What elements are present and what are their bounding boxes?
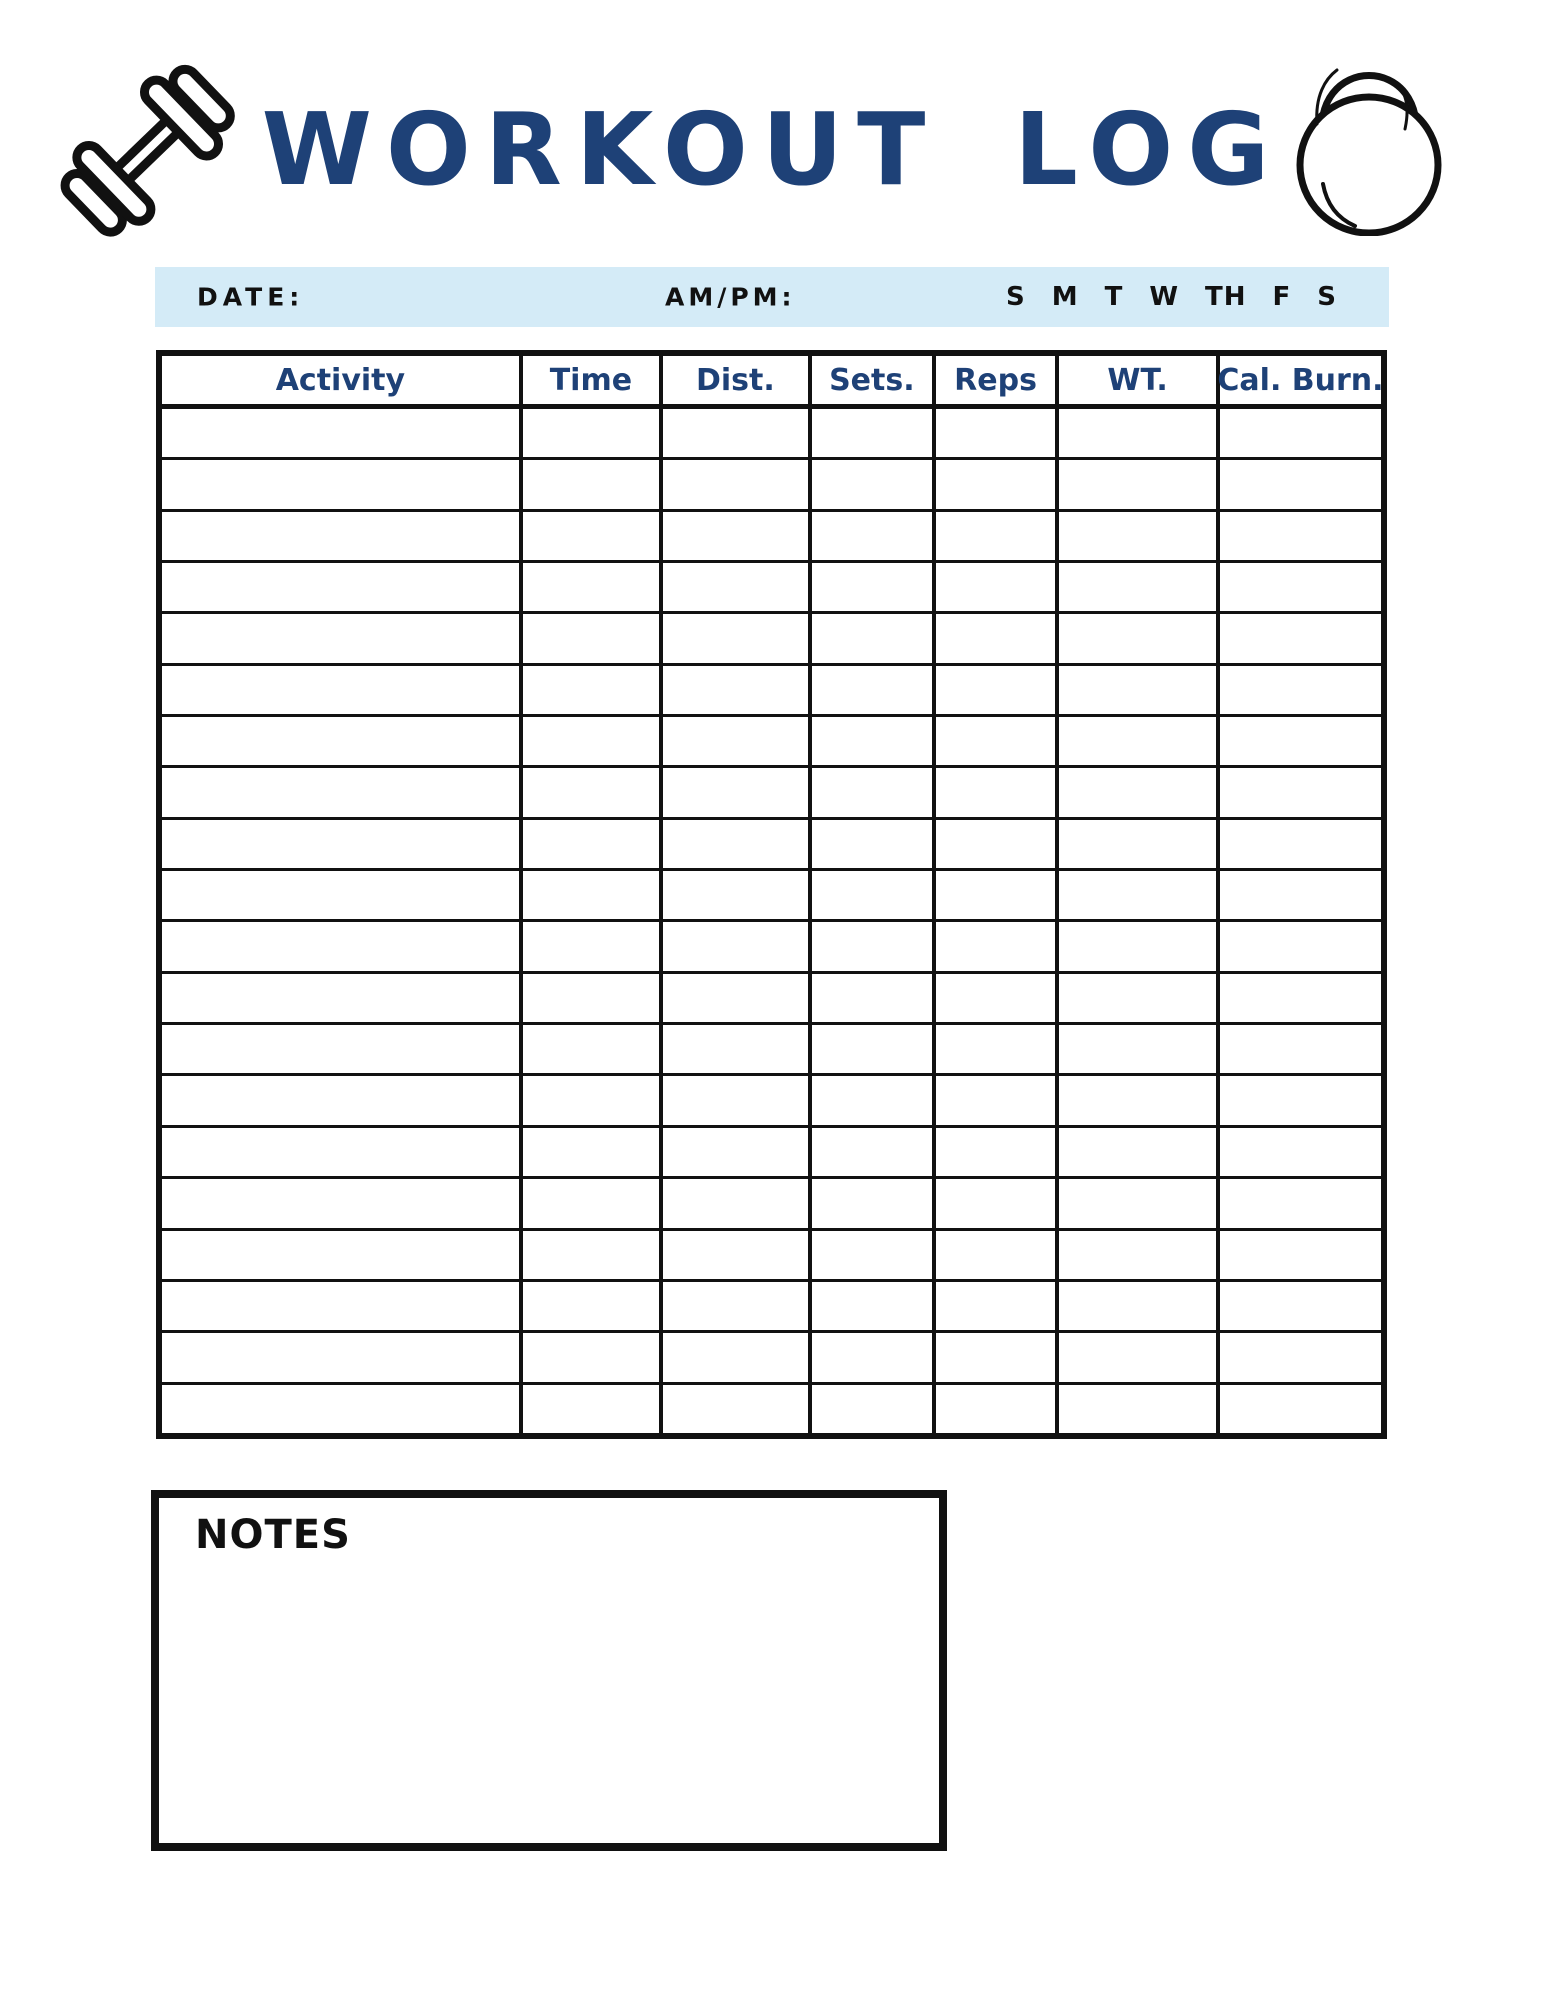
column-header-dist: Dist. xyxy=(663,356,812,404)
table-row xyxy=(162,512,1381,563)
table-cell[interactable] xyxy=(1059,1179,1220,1227)
table-cell[interactable] xyxy=(663,717,812,765)
table-cell[interactable] xyxy=(663,460,812,508)
table-cell[interactable] xyxy=(1059,563,1220,611)
table-row xyxy=(162,1179,1381,1230)
table-row xyxy=(162,614,1381,665)
table-cell[interactable] xyxy=(1059,1128,1220,1176)
table-cell[interactable] xyxy=(936,1231,1059,1279)
table-row xyxy=(162,717,1381,768)
table-cell[interactable] xyxy=(936,768,1059,816)
table-row xyxy=(162,768,1381,819)
table-cell[interactable] xyxy=(162,871,523,919)
table-cell[interactable] xyxy=(812,820,936,868)
table-body xyxy=(162,409,1381,1433)
table-cell[interactable] xyxy=(162,1231,523,1279)
table-cell[interactable] xyxy=(523,1282,663,1330)
table-cell[interactable] xyxy=(1220,1025,1381,1073)
table-cell[interactable] xyxy=(663,768,812,816)
table-cell[interactable] xyxy=(1220,1333,1381,1381)
table-cell[interactable] xyxy=(1220,1179,1381,1227)
workout-log-table xyxy=(156,350,1387,1439)
day-label-s[interactable]: S xyxy=(1317,282,1337,312)
table-cell[interactable] xyxy=(663,820,812,868)
table-cell[interactable] xyxy=(936,717,1059,765)
day-label-m[interactable]: M xyxy=(1051,282,1079,312)
table-cell[interactable] xyxy=(1059,614,1220,662)
column-header-activity: Activity xyxy=(162,356,523,404)
table-cell[interactable] xyxy=(1059,974,1220,1022)
table-cell[interactable] xyxy=(936,460,1059,508)
table-cell[interactable] xyxy=(936,409,1059,457)
table-cell[interactable] xyxy=(936,1076,1059,1124)
table-cell[interactable] xyxy=(523,871,663,919)
table-cell[interactable] xyxy=(162,1128,523,1176)
table-cell[interactable] xyxy=(812,1076,936,1124)
table-cell[interactable] xyxy=(936,1282,1059,1330)
table-cell[interactable] xyxy=(162,614,523,662)
table-cell[interactable] xyxy=(936,1179,1059,1227)
table-cell[interactable] xyxy=(663,1076,812,1124)
table-cell[interactable] xyxy=(523,563,663,611)
table-cell[interactable] xyxy=(1059,820,1220,868)
table-cell[interactable] xyxy=(523,1231,663,1279)
table-cell[interactable] xyxy=(523,1025,663,1073)
table-cell[interactable] xyxy=(1220,820,1381,868)
table-cell[interactable] xyxy=(1059,1333,1220,1381)
date-label: DATE: xyxy=(197,282,305,312)
table-row xyxy=(162,1282,1381,1333)
table-cell[interactable] xyxy=(523,1128,663,1176)
table-cell[interactable] xyxy=(162,666,523,714)
table-cell[interactable] xyxy=(1220,409,1381,457)
table-cell[interactable] xyxy=(812,1128,936,1176)
table-cell[interactable] xyxy=(663,666,812,714)
table-cell[interactable] xyxy=(1220,614,1381,662)
info-bar xyxy=(155,267,1389,327)
table-row xyxy=(162,460,1381,511)
table-cell[interactable] xyxy=(936,974,1059,1022)
table-cell[interactable] xyxy=(162,820,523,868)
table-cell[interactable] xyxy=(936,820,1059,868)
day-label-s[interactable]: S xyxy=(1005,282,1026,312)
column-header-reps: Reps xyxy=(936,356,1059,404)
table-cell[interactable] xyxy=(1220,871,1381,919)
table-cell[interactable] xyxy=(663,512,812,560)
table-cell[interactable] xyxy=(523,922,663,970)
table-cell[interactable] xyxy=(523,717,663,765)
day-label-t[interactable]: T xyxy=(1104,282,1124,312)
table-cell[interactable] xyxy=(663,922,812,970)
table-cell[interactable] xyxy=(936,1128,1059,1176)
table-cell[interactable] xyxy=(663,1128,812,1176)
table-cell[interactable] xyxy=(663,614,812,662)
table-cell[interactable] xyxy=(162,460,523,508)
table-header-row xyxy=(162,356,1384,409)
table-cell[interactable] xyxy=(812,717,936,765)
table-cell[interactable] xyxy=(936,614,1059,662)
table-row xyxy=(162,974,1381,1025)
kettlebell-icon xyxy=(1293,34,1445,236)
table-cell[interactable] xyxy=(1220,1128,1381,1176)
column-header-wt: WT. xyxy=(1059,356,1220,404)
table-cell[interactable] xyxy=(162,1025,523,1073)
table-cell[interactable] xyxy=(162,768,523,816)
table-cell[interactable] xyxy=(936,1025,1059,1073)
table-cell[interactable] xyxy=(523,974,663,1022)
table-cell[interactable] xyxy=(936,1385,1059,1433)
table-cell[interactable] xyxy=(523,1076,663,1124)
table-cell[interactable] xyxy=(812,768,936,816)
table-cell[interactable] xyxy=(936,871,1059,919)
table-cell[interactable] xyxy=(936,1333,1059,1381)
table-cell[interactable] xyxy=(936,512,1059,560)
table-cell[interactable] xyxy=(1220,974,1381,1022)
table-cell[interactable] xyxy=(523,1333,663,1381)
table-cell[interactable] xyxy=(523,820,663,868)
table-cell[interactable] xyxy=(162,563,523,611)
table-cell[interactable] xyxy=(162,1076,523,1124)
table-cell[interactable] xyxy=(1220,512,1381,560)
table-cell[interactable] xyxy=(812,1282,936,1330)
table-row xyxy=(162,871,1381,922)
table-cell[interactable] xyxy=(936,563,1059,611)
table-cell[interactable] xyxy=(1220,1282,1381,1330)
table-cell[interactable] xyxy=(162,717,523,765)
table-cell[interactable] xyxy=(1059,871,1220,919)
table-cell[interactable] xyxy=(663,1333,812,1381)
table-cell[interactable] xyxy=(523,512,663,560)
table-cell[interactable] xyxy=(1059,1025,1220,1073)
table-cell[interactable] xyxy=(812,922,936,970)
column-header-cal-burn: Cal. Burn. xyxy=(1217,362,1384,398)
table-cell[interactable] xyxy=(1059,409,1220,457)
table-cell[interactable] xyxy=(1220,563,1381,611)
table-cell[interactable] xyxy=(1059,460,1220,508)
table-cell[interactable] xyxy=(1220,1231,1381,1279)
table-cell[interactable] xyxy=(1059,717,1220,765)
day-label-w[interactable]: W xyxy=(1149,282,1179,312)
table-cell[interactable] xyxy=(663,1025,812,1073)
table-row xyxy=(162,1231,1381,1282)
table-row xyxy=(162,666,1381,717)
table-cell[interactable] xyxy=(812,666,936,714)
table-cell[interactable] xyxy=(812,512,936,560)
table-cell[interactable] xyxy=(162,1385,523,1433)
table-cell[interactable] xyxy=(812,614,936,662)
table-cell[interactable] xyxy=(663,409,812,457)
table-cell[interactable] xyxy=(1220,768,1381,816)
table-cell[interactable] xyxy=(812,460,936,508)
table-cell[interactable] xyxy=(523,1385,663,1433)
table-cell[interactable] xyxy=(812,1179,936,1227)
day-label-th[interactable]: TH xyxy=(1205,282,1247,312)
table-cell[interactable] xyxy=(812,409,936,457)
table-cell[interactable] xyxy=(663,974,812,1022)
table-cell[interactable] xyxy=(663,871,812,919)
table-cell[interactable] xyxy=(1059,1282,1220,1330)
table-cell[interactable] xyxy=(1220,460,1381,508)
table-cell[interactable] xyxy=(162,1179,523,1227)
notes-label: NOTES xyxy=(195,1512,351,1558)
table-cell[interactable] xyxy=(162,922,523,970)
table-cell[interactable] xyxy=(936,666,1059,714)
table-cell[interactable] xyxy=(1220,1385,1381,1433)
table-cell[interactable] xyxy=(936,922,1059,970)
column-header-sets: Sets. xyxy=(812,356,936,404)
table-cell[interactable] xyxy=(663,1282,812,1330)
table-cell[interactable] xyxy=(162,512,523,560)
table-cell[interactable] xyxy=(523,768,663,816)
table-cell[interactable] xyxy=(523,614,663,662)
table-cell[interactable] xyxy=(812,1025,936,1073)
table-row xyxy=(162,1025,1381,1076)
page-title: WORKOUT LOG xyxy=(261,91,1284,208)
table-cell[interactable] xyxy=(812,871,936,919)
table-row xyxy=(162,820,1381,871)
table-row xyxy=(162,1076,1381,1127)
table-cell[interactable] xyxy=(1059,1385,1220,1433)
table-cell[interactable] xyxy=(523,1179,663,1227)
table-cell[interactable] xyxy=(162,974,523,1022)
table-cell[interactable] xyxy=(1059,1076,1220,1124)
table-row xyxy=(162,1333,1381,1384)
table-row xyxy=(162,563,1381,614)
table-cell[interactable] xyxy=(523,460,663,508)
table-cell[interactable] xyxy=(663,1179,812,1227)
table-cell[interactable] xyxy=(1220,922,1381,970)
table-cell[interactable] xyxy=(1220,666,1381,714)
table-row xyxy=(162,409,1381,460)
table-cell[interactable] xyxy=(663,563,812,611)
table-row xyxy=(162,1385,1381,1433)
ampm-label: AM/PM: xyxy=(665,282,796,312)
table-row xyxy=(162,1128,1381,1179)
day-labels xyxy=(1006,282,1337,312)
table-cell[interactable] xyxy=(812,1231,936,1279)
day-label-f[interactable]: F xyxy=(1272,282,1292,312)
table-cell[interactable] xyxy=(1059,1231,1220,1279)
table-cell[interactable] xyxy=(1059,512,1220,560)
table-cell[interactable] xyxy=(812,1385,936,1433)
table-cell[interactable] xyxy=(663,1231,812,1279)
table-row xyxy=(162,922,1381,973)
table-cell[interactable] xyxy=(1059,922,1220,970)
table-cell[interactable] xyxy=(812,974,936,1022)
table-cell[interactable] xyxy=(663,1385,812,1433)
table-cell[interactable] xyxy=(812,563,936,611)
column-header-time: Time xyxy=(523,356,663,404)
table-cell[interactable] xyxy=(812,1333,936,1381)
table-cell[interactable] xyxy=(523,666,663,714)
table-cell[interactable] xyxy=(523,409,663,457)
notes-box[interactable] xyxy=(151,1490,947,1851)
table-cell[interactable] xyxy=(162,409,523,457)
table-cell[interactable] xyxy=(162,1333,523,1381)
table-cell[interactable] xyxy=(1220,717,1381,765)
table-cell[interactable] xyxy=(162,1282,523,1330)
table-cell[interactable] xyxy=(1059,768,1220,816)
table-cell[interactable] xyxy=(1059,666,1220,714)
table-cell[interactable] xyxy=(1220,1076,1381,1124)
